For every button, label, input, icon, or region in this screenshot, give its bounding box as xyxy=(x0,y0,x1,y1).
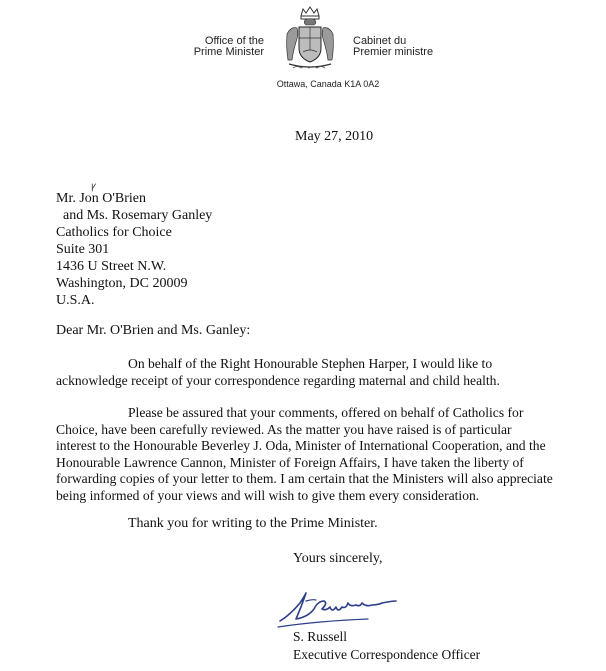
letterhead-french-line2: Premier ministre xyxy=(353,46,434,58)
signer-title: Executive Correspondence Officer xyxy=(293,647,481,662)
thanks-line: Thank you for writing to the Prime Minister. xyxy=(128,516,378,531)
body-paragraph-1: On behalf of the Right Honourable Stephen Harper, I would like to acknowledge receipt of your correspondence regarding maternal and child health. xyxy=(56,356,500,388)
letterhead-address: Ottawa, Canada K1A 0A2 xyxy=(276,79,380,89)
handwritten-signature xyxy=(276,589,506,631)
closing-line: Yours sincerely, xyxy=(293,551,383,566)
handwritten-mark: ꝩ xyxy=(91,181,97,192)
salutation: Dear Mr. O'Brien and Ms. Ganley: xyxy=(56,323,251,338)
signer-name: S. Russell xyxy=(293,629,348,644)
letterhead-english-line1: Office of the xyxy=(204,35,264,47)
body-paragraph-2: Please be assured that your comments, offered on behalf of Catholics for Choice, have been carefully reviewed. As the matter you have raised is of particular interest to the Honourable Beverley J. Oda, Minister of International Cooperation, and the Honourable Lawrence Cannon, Minister of Foreign Affairs, I have taken the liberty of forwarding copies of your letter to them. I am certain that the Ministers will also appreciate being informed of your views and will wish to give them every consideration. xyxy=(56,405,553,503)
canada-coat-of-arms-icon xyxy=(281,4,339,74)
letterhead-french xyxy=(353,36,473,58)
recipient-line: U.S.A. xyxy=(56,293,95,308)
recipient-line: Catholics for Choice xyxy=(56,225,172,240)
recipient-line: and Ms. Rosemary Ganley xyxy=(56,208,213,223)
letter-date: May 27, 2010 xyxy=(295,129,374,144)
recipient-line: Suite 301 xyxy=(56,242,110,257)
letterhead-english xyxy=(170,36,264,58)
letterhead-french-line1: Cabinet du xyxy=(353,35,407,47)
recipient-line: Mr. Jon O'Brien xyxy=(56,191,147,206)
recipient-line: 1436 U Street N.W. xyxy=(56,259,167,274)
recipient-line: Washington, DC 20009 xyxy=(56,276,188,291)
letterhead-english-line2: Prime Minister xyxy=(193,46,264,58)
recipient-address-block xyxy=(56,190,212,309)
